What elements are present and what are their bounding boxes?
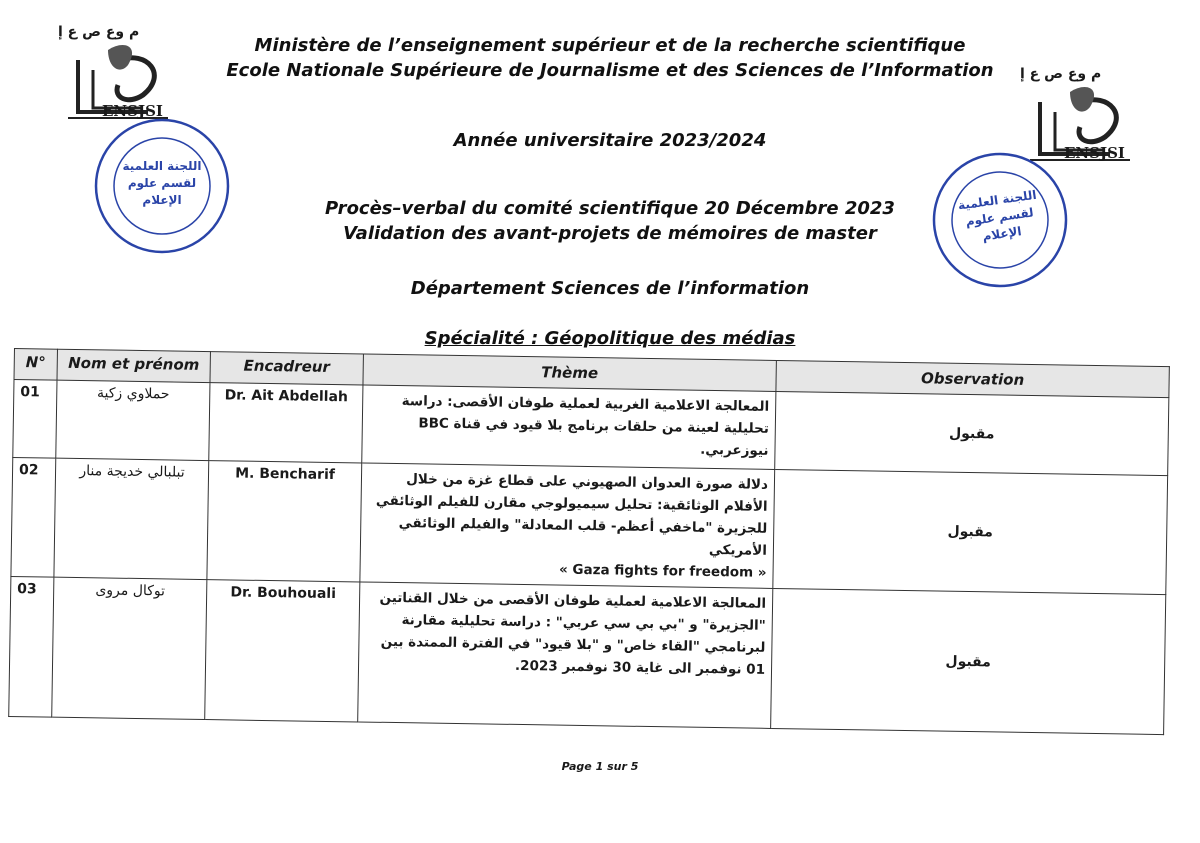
- pv-title: Procès–verbal du comité scientifique 20 Décembre 2023: [325, 198, 895, 219]
- row-theme: [362, 385, 776, 469]
- stamp-text: اللجنة العلمية لقسم علوم الإعلام: [122, 159, 202, 207]
- row-theme-text: المعالجة الاعلامية لعملية طوفان الأقصى من خلال القناتين "الجزيرة" و "بي بي سي عربي" : دراسة تحليلية مقارنة لبرنامجي "القاء خاص" و "بلا قيود" في الفترة الممتدة بين 01 نوفمبر الى غاية 30 نوفمبر 2023.: [379, 589, 767, 678]
- page-number: Page 1 sur 5: [561, 760, 639, 773]
- header-num: N°: [14, 349, 57, 381]
- row-num: 03: [9, 576, 54, 717]
- logo-name: ENSJSI: [102, 102, 163, 120]
- header-name: Nom et prénom: [57, 349, 210, 382]
- header-observation: Observation: [776, 360, 1169, 397]
- school-title: Ecole Nationale Supérieure de Journalisme et des Sciences de l’Information: [226, 60, 994, 81]
- ministry-title: Ministère de l’enseignement supérieur et de la recherche scientifique: [254, 35, 966, 56]
- row-theme-text: المعالجة الاعلامية الغربية لعملية طوفان الأقصى: دراسة تحليلية لعينة من حلقات برنامج بلا قيود في قناة BBC نيوزعربي.: [401, 393, 770, 459]
- pv-subtitle: Validation des avant-projets de mémoires de master: [343, 223, 877, 244]
- row-observation: مقبول: [775, 391, 1169, 475]
- row-observation: مقبول: [771, 588, 1166, 734]
- row-theme: [360, 463, 775, 588]
- row-name: حملاوي زكية: [56, 380, 210, 460]
- row-name: توكال مروى: [52, 577, 207, 719]
- stamp-text: اللجنة العلمية لقسم علوم الإعلام: [957, 187, 1038, 244]
- row-supervisor: Dr. Ait Abdellah: [209, 383, 363, 463]
- logo-name: ENSJSI: [1064, 144, 1125, 162]
- table-row: [9, 576, 1166, 734]
- row-theme-text: دلالة صورة العدوان الصهيوني على قطاع غزة من خلال الأفلام الوثائقية: تحليل سيميولوجي مقارن للفيلم الوثائقي للجزيرة "ماخفي أعظم- قلب المعادلة" والفيلم الوثائقي الأمريكي: [375, 471, 769, 559]
- ensjsi-logo-left: [48, 20, 178, 130]
- logo-arabic-text: م وع ص ع إ: [58, 24, 140, 40]
- row-observation: مقبول: [773, 469, 1168, 594]
- row-theme-latin: « Gaza fights for freedom »: [558, 561, 767, 581]
- academic-year: Année universitaire 2023/2024: [453, 130, 767, 151]
- header-theme: Thème: [363, 354, 776, 391]
- projects-table: [8, 348, 1170, 735]
- row-num: 02: [11, 457, 56, 577]
- table-row: [11, 457, 1168, 594]
- row-theme: [358, 582, 773, 728]
- header-supervisor: Encadreur: [210, 352, 363, 385]
- row-num: 01: [13, 380, 57, 459]
- specialty-title: Spécialité : Géopolitique des médias: [424, 328, 796, 349]
- committee-stamp-right: [921, 141, 1079, 299]
- logo-arabic-text: م وع ص ع إ: [1020, 66, 1102, 82]
- row-supervisor: M. Bencharif: [207, 461, 362, 582]
- committee-stamp-left: [92, 116, 232, 256]
- department-title: Département Sciences de l’information: [410, 278, 810, 299]
- row-supervisor: Dr. Bouhouali: [205, 580, 360, 722]
- row-name: تبلبالي خديجة منار: [54, 458, 209, 579]
